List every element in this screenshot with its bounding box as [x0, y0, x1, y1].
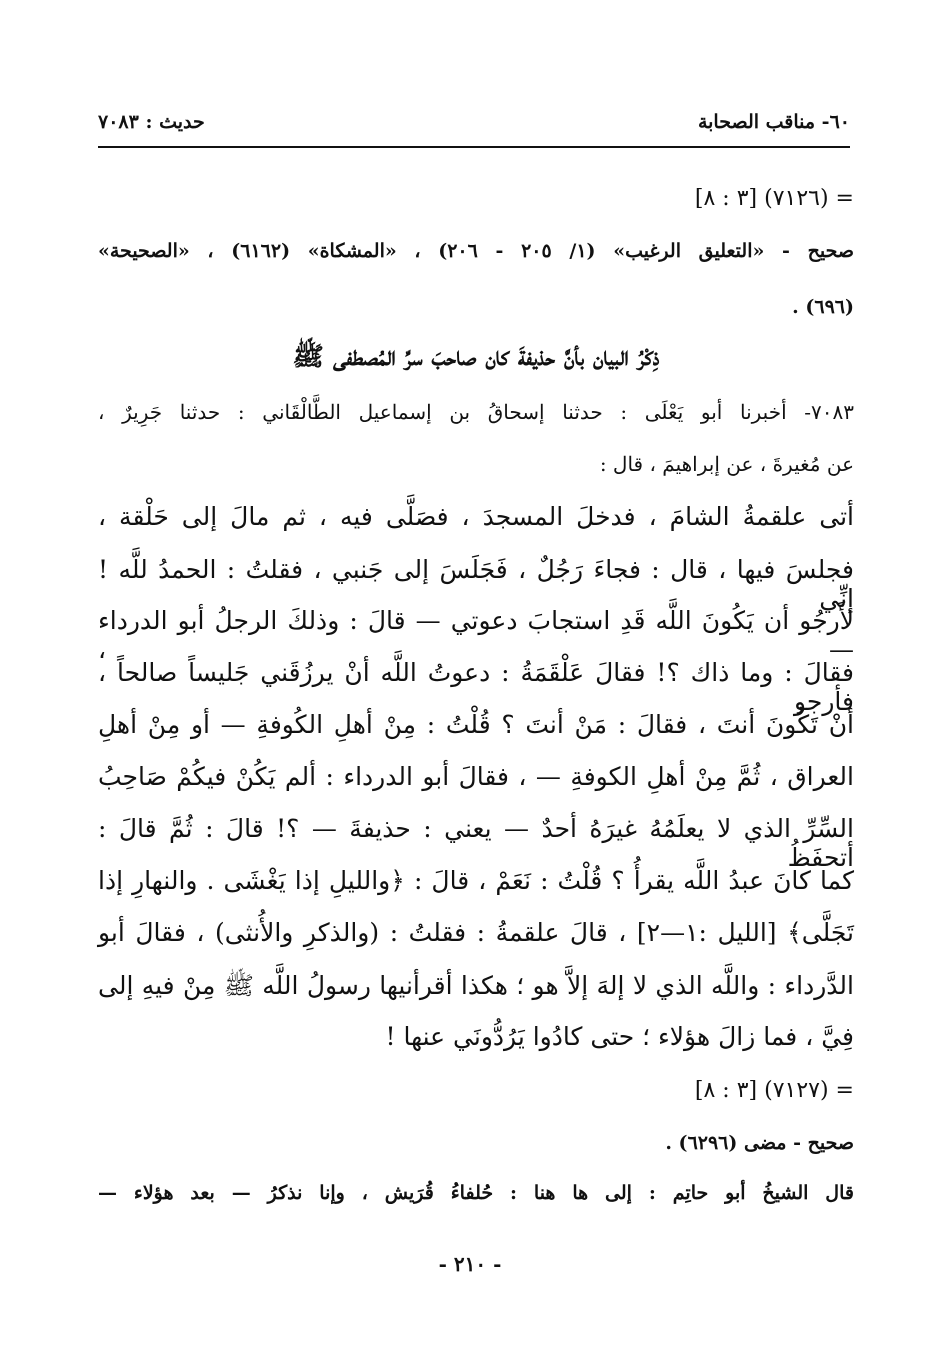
matn-line: السِّرِّ الذي لا يعلَمُهُ غيرَهُ أحدٌ — يعني : حذيفةَ — ؟! قالَ : ثُمَّ قالَ : أتحفَظُ [98, 814, 854, 872]
chapter-heading: ذِكْرُ البيان بأنَّ حذيفةَ كان صاحبَ سرِّ المُصطفى ﷺ [292, 342, 660, 372]
matn-line: العراق ، ثُمَّ مِنْ أهلِ الكوفةِ — ، فقالَ أبو الدرداء : ألم يَكُنْ فيكُمْ صَاحِبُ [98, 762, 854, 791]
reference-line: = (٧١٢٧) [٣ : ٨] [694, 1078, 854, 1103]
matn-line: فجلسَ فيها ، قال : فجاءَ رَجُلٌ ، فَجَلَسَ إلى جَنبي ، فقلتُ : الحمدُ للَّه ! إنِّي [98, 555, 854, 613]
matn-line-final: فِيَّ ، فما زالَ هؤلاء ؛ حتى كادُوا يَرُدُّونَي عنها ! [385, 1022, 854, 1051]
matn-line: أنْ تَكُونَ أنتَ ، فقالَ : مَنْ أنتَ ؟ قُلْتُ : مِنْ أهلِ الكُوفةِ — أو مِنْ أهلِ [98, 710, 854, 739]
page-number: - ٢١٠ - [438, 1252, 502, 1276]
commentary-line: قال الشيخُ أبو حاتِم : إلى ها هنا : حُلفاءُ قُرَيش ، وإنا نذكرُ — بعد هؤلاء — [98, 1182, 854, 1204]
matn-line: أتى علقمةُ الشامَ ، فدخلَ المسجدَ ، فصَلَّى فيه ، ثم مالَ إلى حَلْقة ، [98, 502, 854, 531]
grading-line: صحيح - مضى (٦٢٩٦) . [665, 1132, 854, 1154]
section-title: ٦٠- مناقب الصحابة [697, 111, 850, 133]
hadith-reference: حديث : ٧٠٨٣ [98, 111, 205, 133]
isnad-line-continued: عن مُغيرةَ ، عن إبراهيمَ ، قال : [599, 452, 854, 476]
header-divider [98, 146, 850, 148]
matn-line: الدَّرداء : واللَّه الذي لا إلهَ إلاَّ هو ؛ هكذا أقرأنيها رسولُ اللَّه ﷺ مِنْ فيهِ إلى [98, 971, 854, 1000]
isnad-line: ٧٠٨٣- أخبرنا أبو يَعْلَى : حدثنا إسحاقُ بن إسماعيل الطَّالْقَاني : حدثنا جَرِيرٌ ، [98, 400, 854, 424]
matn-line: تَجَلَّى﴾ [الليل :١—٢] ، قالَ علقمةُ : فقلتُ : (والذكرِ والأُنثى) ، فقالَ أبو [98, 918, 854, 947]
grading-line-continued: (٦٩٦) . [792, 296, 854, 318]
matn-line: لأَرجُو أن يَكُونَ اللَّه قَدِ استجابَ دعوتي — قالَ : وذلكَ الرجلُ أبو الدرداء — ، [98, 606, 854, 664]
reference-line: = (٧١٢٦) [٣ : ٨] [694, 186, 854, 211]
matn-line: كما كانَ عبدُ اللَّه يقرأُ ؟ قُلْتُ : نَعَمْ ، قالَ : ﴿والليلِ إذا يَغْشَى . والنهارِ إذا [98, 866, 854, 895]
matn-line: فقالَ : وما ذاك ؟! فقالَ عَلْقَمَةُ : دعوتُ اللَّه أنْ يرزُقَني جَليساً صالحاً ، فأرجو [98, 658, 854, 716]
running-header [98, 102, 850, 142]
grading-line: صحيح - «التعليق الرغيب» (١/ ٢٠٥ - ٢٠٦) ، «المشكاة» (٦١٦٢) ، «الصحيحة» [98, 240, 854, 262]
